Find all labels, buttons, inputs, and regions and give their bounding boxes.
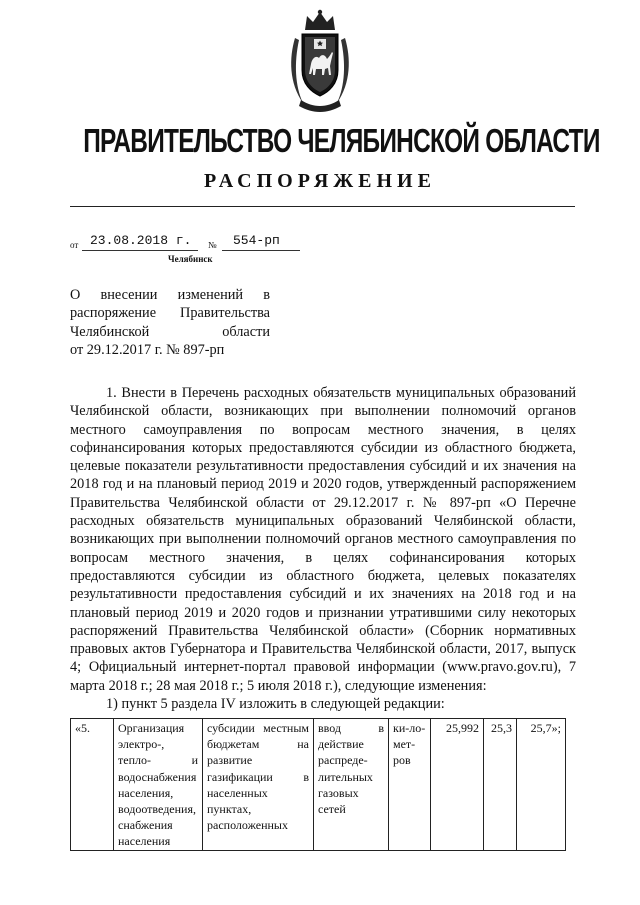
subject-line: распоряжение Правительства [70,305,270,322]
government-name: ПРАВИТЕЛЬСТВО ЧЕЛЯБИНСКОЙ ОБЛАСТИ [83,122,600,159]
city-name: Челябинск [168,254,213,264]
body-section [70,384,576,713]
number-label: № [208,240,217,250]
cell-value-2018: 25,992 [431,719,484,851]
cell-subsidy: субсидии местным бюджетам на развитие газификации в населенных пунктах, расположенных [203,719,314,851]
cell-indicator: ввод в действие распреде-лительных газовых сетей [314,719,389,851]
document-date: 23.08.2018 г. [90,233,192,248]
cell-value-2019: 25,3 [484,719,517,851]
subject-line: О внесении изменений в [70,287,270,303]
table-row [71,719,566,851]
coat-of-arms-emblem [285,8,355,118]
cell-name: Организация электро-, тепло- и водоснабжения населения, водоотведения, снабжения населения [114,719,203,851]
paragraph-1: 1. Внести в Перечень расходных обязательств муниципальных образований Челябинской области, возникающих при выполнении полномочий органов местного самоуправления по вопросам местного значения, в целях софинансирования которых предоставляются субсидии из областного бюджета, целевые показатели результативности предоставления субсидий и их значения на 2018 год и на плановый период 2019 и 2020 годов, утвержденный распоряжением Правительства Челябинской области от 29.12.2017 г. № 897-рп «О Перечне расходных обязательств муниципальных образований Челябинской области, возникающих при выполнении полномочий органов местного самоуправления по вопросам местного значения, в целях софинансирования которых предоставляются субсидии из областного бюджета, целевых показателях результативности предоставления субсидий и их значениях на 2018 год и на плановый период 2019 и 2020 годов и признании утратившими силу некоторых распоряжений Правительства Челябинской области» (Сборник нормативных правовых актов Губернатора и Правительства Челябинской области, 2017, выпуск 4; Официальный интернет-портал правовой информации (www.pravo.gov.ru), 7 марта 2018 г.; 28 мая 2018 г.; 5 июля 2018 г.), следующие изменения: [70,385,576,694]
header-divider [70,206,575,207]
document-type: РАСПОРЯЖЕНИЕ [204,170,436,192]
from-label: от [70,240,79,250]
expenditure-table [70,718,566,851]
number-underline [222,250,300,251]
document-number: 554-рп [233,233,280,248]
cell-value-2020: 25,7»; [517,719,566,851]
subject-line: от 29.12.2017 г. № 897-рп [70,342,225,359]
cell-number: «5. [71,719,114,851]
cell-unit: ки-ло-мет-ров [389,719,431,851]
subject-line: Челябинской области [70,323,270,340]
date-underline [82,250,198,251]
item-1: 1) пункт 5 раздела IV изложить в следующей редакции: [106,696,445,713]
document-subject [70,286,270,360]
